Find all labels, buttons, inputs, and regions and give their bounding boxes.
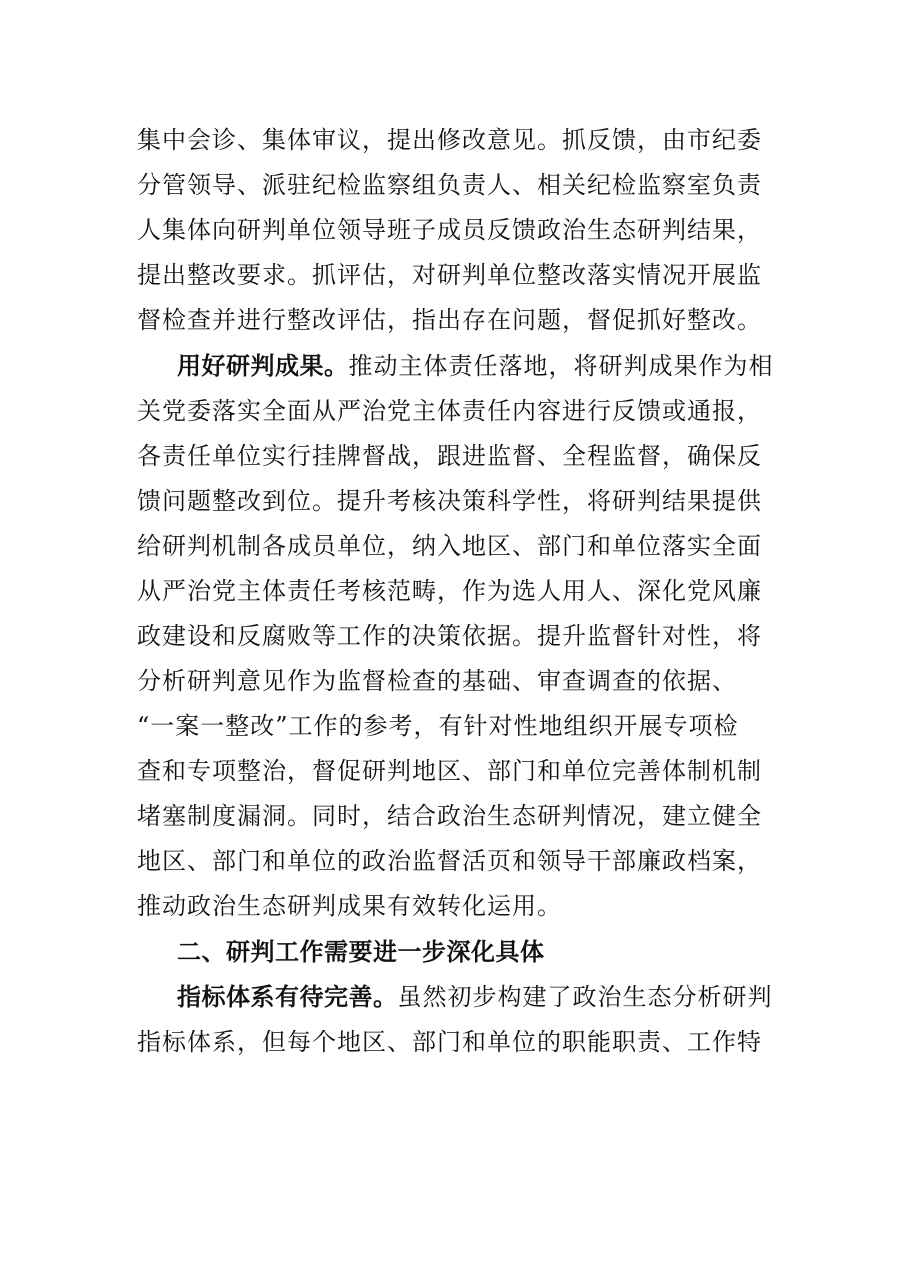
paragraph-line: 指标体系，但每个地区、部门和单位的职能职责、工作特 <box>137 1028 762 1056</box>
paragraph-line: 政建设和反腐败等工作的决策依据。提升监督针对性，将 <box>137 622 762 650</box>
paragraph-line: 关党委落实全面从严治党主体责任内容进行反馈或通报， <box>137 397 762 425</box>
paragraph-line: 分管领导、派驻纪检监察组负责人、相关纪检监察室负责 <box>137 171 762 199</box>
paragraph-line: 提出整改要求。抓评估，对研判单位整改落实情况开展监 <box>137 261 762 289</box>
paragraph-line: 集中会诊、集体审议，提出修改意见。抓反馈，由市纪委 <box>137 126 762 154</box>
paragraph-line: 给研判机制各成员单位，纳入地区、部门和单位落实全面 <box>137 532 762 560</box>
section-heading: 二、研判工作需要进一步深化具体 <box>177 938 545 966</box>
paragraph-first-line <box>177 350 774 382</box>
paragraph-line: 各责任单位实行挂牌督战，跟进监督、全程监督，确保反 <box>137 442 762 470</box>
paragraph-text: 虽然初步构建了政治生态分析研判 <box>397 983 773 1011</box>
paragraph-first-line <box>177 981 773 1013</box>
paragraph-line: 堵塞制度漏洞。同时，结合政治生态研判情况，建立健全 <box>137 802 762 830</box>
paragraph-line: 推动政治生态研判成果有效转化运用。 <box>137 892 562 920</box>
paragraph-line: 馈问题整改到位。提升考核决策科学性，将研判结果提供 <box>137 487 762 515</box>
paragraph-line: 督检查并进行整改评估，指出存在问题，督促抓好整改。 <box>137 306 762 334</box>
paragraph-lead-heading: 用好研判成果。 <box>177 352 349 380</box>
paragraph-lead-heading: 指标体系有待完善。 <box>177 983 398 1011</box>
paragraph-line: 从严治党主体责任考核范畴，作为选人用人、深化党风廉 <box>137 577 762 605</box>
paragraph-line: 查和专项整治，督促研判地区、部门和单位完善体制机制 <box>137 757 762 785</box>
paragraph-line: “一案一整改”工作的参考，有针对性地组织开展专项检 <box>137 712 739 740</box>
paragraph-text: 推动主体责任落地，将研判成果作为相 <box>348 352 774 380</box>
paragraph-line: 分析研判意见作为监督检查的基础、审查调查的依据、 <box>137 667 737 695</box>
paragraph-line: 人集体向研判单位领导班子成员反馈政治生态研判结果， <box>137 216 762 244</box>
paragraph-line: 地区、部门和单位的政治监督活页和领导干部廉政档案， <box>137 847 762 875</box>
